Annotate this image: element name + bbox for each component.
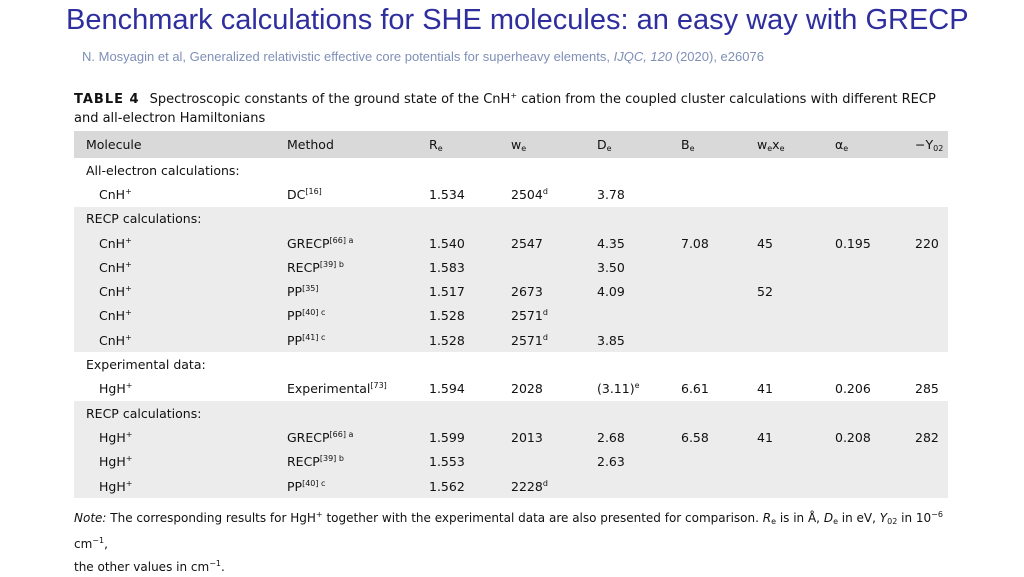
- cell-molecule: HgH+: [74, 474, 287, 498]
- cell-be: [681, 450, 757, 474]
- cell-wexe: [757, 450, 835, 474]
- group-row-recp-hg: RECP calculations:: [74, 401, 948, 425]
- cell-alpha: [835, 304, 915, 328]
- header-method: Method: [287, 131, 429, 158]
- cell-y02: [915, 255, 948, 279]
- cell-molecule: CnH+: [74, 328, 287, 352]
- cell-y02: [915, 182, 948, 206]
- cell-re: 1.562: [429, 474, 511, 498]
- cell-wexe: [757, 182, 835, 206]
- cell-molecule: HgH+: [74, 425, 287, 449]
- cell-wexe: 41: [757, 425, 835, 449]
- cell-wexe: [757, 328, 835, 352]
- group-row-experimental: Experimental data:: [86, 357, 206, 373]
- cell-we: [511, 450, 597, 474]
- header-re: $R_e$: [429, 131, 511, 158]
- group-row-recp-cn: RECP calculations:: [74, 207, 948, 231]
- cell-method: $PP^{[41] c}$: [287, 328, 429, 352]
- cell-molecule: CnH+: [74, 255, 287, 279]
- cell-be: 6.58: [681, 425, 757, 449]
- cell-alpha: [835, 450, 915, 474]
- citation-rest: (2020), e26076: [675, 49, 764, 64]
- cell-we: 2673: [511, 279, 597, 303]
- cell-re: 1.583: [429, 255, 511, 279]
- cell-method: $PP^{[40] c}$: [287, 474, 429, 498]
- table-row: [74, 182, 948, 206]
- cell-y02: [915, 474, 948, 498]
- slide-title: Benchmark calculations for SHE molecules: an easy way with GRECP: [66, 4, 969, 36]
- cell-de: [597, 304, 681, 328]
- cell-y02: [915, 328, 948, 352]
- table-row: [74, 450, 948, 474]
- cell-de: 4.35: [597, 231, 681, 255]
- cell-de: $(3.11)^e$: [597, 381, 640, 397]
- cell-de: 3.78: [597, 186, 625, 202]
- cell-alpha: [835, 279, 915, 303]
- cell-method: Experimental[73]: [287, 381, 387, 397]
- cell-alpha: 0.208: [835, 425, 915, 449]
- cell-alpha: 0.195: [835, 231, 915, 255]
- cell-method: $GRECP^{[66] a}$: [287, 425, 429, 449]
- table-row: [74, 304, 948, 328]
- cell-be: [681, 255, 757, 279]
- citation-journal: IJQC, 120: [613, 49, 673, 64]
- cell-we: 2504$^d$: [511, 186, 548, 202]
- cell-de: 2.63: [597, 450, 681, 474]
- cell-we: 2028: [511, 381, 543, 397]
- cell-molecule: CnH+: [99, 186, 132, 202]
- header-y02: $-Y_{02}$: [915, 131, 948, 158]
- cell-be: [681, 182, 757, 206]
- cell-be: 7.08: [681, 231, 757, 255]
- cell-be: 6.61: [681, 381, 709, 397]
- cell-wexe: [757, 255, 835, 279]
- cell-alpha: [835, 182, 915, 206]
- table-row: [74, 328, 948, 352]
- cell-re: 1.599: [429, 425, 511, 449]
- cell-re: 1.528: [429, 304, 511, 328]
- cell-we: 2571$^d$: [511, 328, 597, 352]
- cell-method: $RECP^{[39] b}$: [287, 255, 429, 279]
- cell-molecule: HgH+: [99, 381, 133, 397]
- group-row-all-electron: All-electron calculations:: [86, 162, 240, 178]
- cell-re: 1.594: [429, 381, 465, 397]
- cell-de: 3.50: [597, 255, 681, 279]
- cell-be: [681, 279, 757, 303]
- cell-molecule: CnH+: [74, 231, 287, 255]
- header-de: $D_e$: [597, 131, 681, 158]
- cell-be: [681, 304, 757, 328]
- cell-y02: 220: [915, 231, 948, 255]
- cell-de: [597, 474, 681, 498]
- cell-be: [681, 474, 757, 498]
- cell-re: 1.534: [429, 186, 465, 202]
- cell-alpha: [835, 328, 915, 352]
- citation-text: N. Mosyagin et al, Generalized relativistic effective core potentials for superheavy elements,: [82, 49, 610, 64]
- cell-re: 1.553: [429, 450, 511, 474]
- cell-alpha: [835, 474, 915, 498]
- cell-method: $PP^{[40] c}$: [287, 304, 429, 328]
- cell-method: $RECP^{[39] b}$: [287, 450, 429, 474]
- citation: [82, 49, 764, 64]
- cell-molecule: CnH+: [74, 279, 287, 303]
- cell-y02: 282: [915, 425, 948, 449]
- cell-wexe: [757, 474, 835, 498]
- cell-y02: [915, 279, 948, 303]
- header-wexe: $w_ex_e$: [757, 131, 835, 158]
- cell-re: 1.517: [429, 279, 511, 303]
- cell-we: 2228$^d$: [511, 474, 597, 498]
- table-row: [74, 377, 948, 401]
- table-row: [74, 474, 948, 498]
- table-caption: TABLE 4 Spectroscopic constants of the ground state of the CnH+ cation from the coupled cluster calculations with different RECP and all-electron Hamiltonians: [74, 91, 936, 126]
- table-note: Note: The corresponding results for HgH+ together with the experimental data are also presented for comparison. $R_e$ is in Å, $D_e$ in eV, $Y_{02}$ in $10^{-6}$ $cm^{-1}$, the other values in $cm^{-1}$.: [74, 510, 943, 574]
- header-be: $B_e$: [681, 131, 757, 158]
- cell-de: 3.85: [597, 328, 681, 352]
- cell-y02: [915, 450, 948, 474]
- cell-wexe: [757, 304, 835, 328]
- cell-wexe: 52: [757, 279, 835, 303]
- cell-be: [681, 328, 757, 352]
- cell-y02: [915, 304, 948, 328]
- cell-we: 2571$^d$: [511, 304, 597, 328]
- table-row: [74, 279, 948, 303]
- cell-wexe: 41: [757, 381, 773, 397]
- cell-re: 1.528: [429, 328, 511, 352]
- cell-method: PP[35]: [287, 279, 429, 303]
- table-row: [74, 425, 948, 449]
- table-row: [74, 255, 948, 279]
- cell-method: $GRECP^{[66] a}$: [287, 231, 429, 255]
- cell-molecule: HgH+: [74, 450, 287, 474]
- header-molecule: Molecule: [74, 131, 287, 158]
- cell-de: 4.09: [597, 279, 681, 303]
- header-alpha: $\alpha_e$: [835, 131, 915, 158]
- table-header-row: [74, 131, 948, 158]
- cell-method: DC[16]: [287, 186, 322, 202]
- cell-alpha: [835, 255, 915, 279]
- cell-alpha: 0.206: [835, 381, 871, 397]
- cell-de: 2.68: [597, 425, 681, 449]
- table-label: TABLE 4: [74, 92, 140, 107]
- cell-molecule: CnH+: [74, 304, 287, 328]
- constants-table: [74, 131, 948, 498]
- cell-we: 2547: [511, 231, 597, 255]
- cell-we: [511, 255, 597, 279]
- table-row: [74, 231, 948, 255]
- cell-we: 2013: [511, 425, 597, 449]
- header-we: $w_e$: [511, 131, 597, 158]
- cell-y02: 285: [915, 381, 939, 397]
- cell-wexe: 45: [757, 231, 835, 255]
- cell-re: 1.540: [429, 231, 511, 255]
